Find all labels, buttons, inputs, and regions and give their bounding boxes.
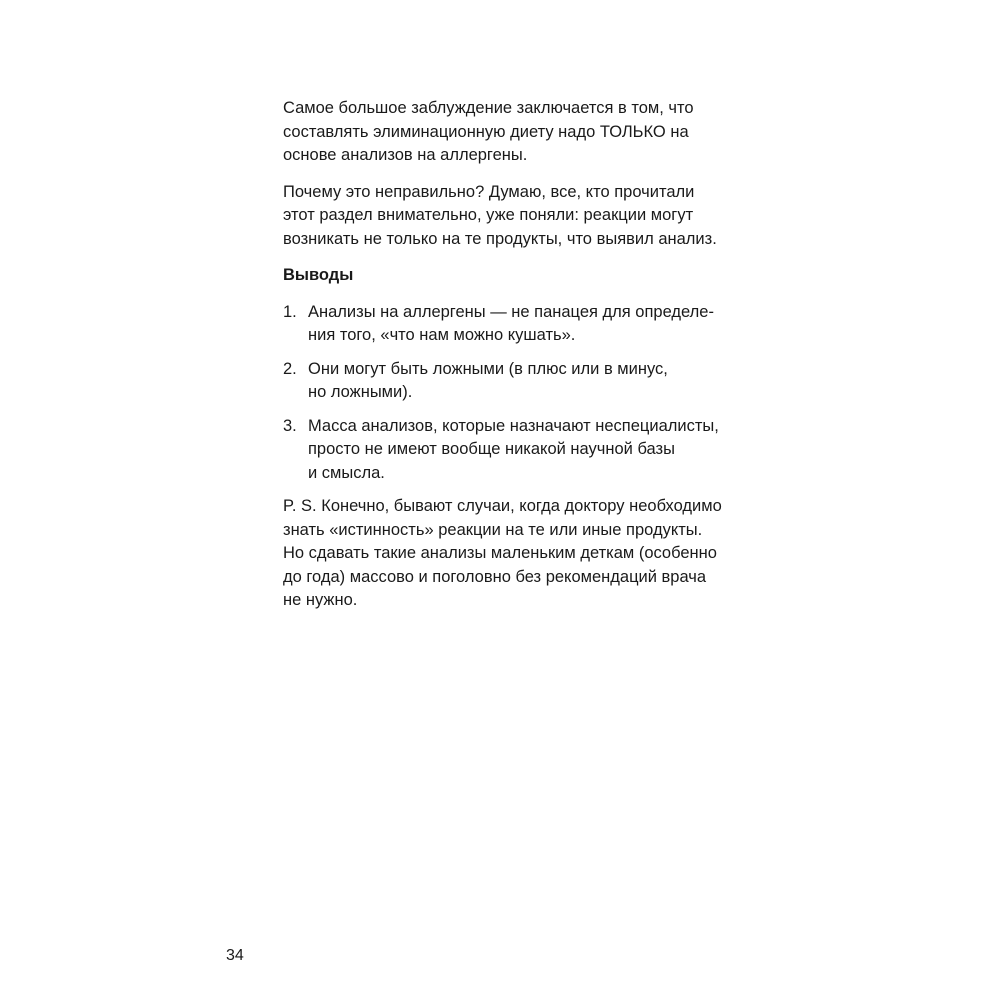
list-item-text: Масса анализов, которые назначают неспециалисты, просто не имеют вообще никакой научной базы и смысла.: [308, 416, 719, 482]
paragraph-why-wrong: Почему это неправильно? Думаю, все, кто прочитали этот раздел внимательно, уже поняли: реакции могут возникать не только на те продукты, что выявил анализ.: [283, 182, 717, 248]
paragraph-misconception: Самое большое заблуждение заключается в том, что составлять элиминационную диету надо ТОЛЬКО на основе анализов на аллергены.: [283, 99, 694, 164]
list-item-number: 1.: [283, 302, 297, 321]
list-item-number: 3.: [283, 416, 297, 435]
conclusions-list: [283, 301, 723, 486]
list-item-number: 2.: [283, 359, 297, 378]
page-body: [283, 97, 723, 626]
list-item: [283, 301, 723, 348]
list-item-text: Они могут быть ложными (в плюс или в минус, но ложными).: [308, 359, 668, 401]
page-number: 34: [226, 947, 244, 964]
section-heading: Выводы: [283, 266, 354, 284]
list-item: [283, 415, 723, 486]
list-item-text: Анализы на аллергены — не панацея для определе- ния того, «что нам можно кушать».: [308, 302, 714, 344]
list-item: [283, 358, 723, 405]
postscript-paragraph: P. S. Конечно, бывают случаи, когда доктору необходимо знать «истинность» реакции на те или иные продукты. Но сдавать такие анализы маленьким деткам (особенно до года) массово и поголовно без рекомендаций врача не нужно.: [283, 497, 722, 609]
